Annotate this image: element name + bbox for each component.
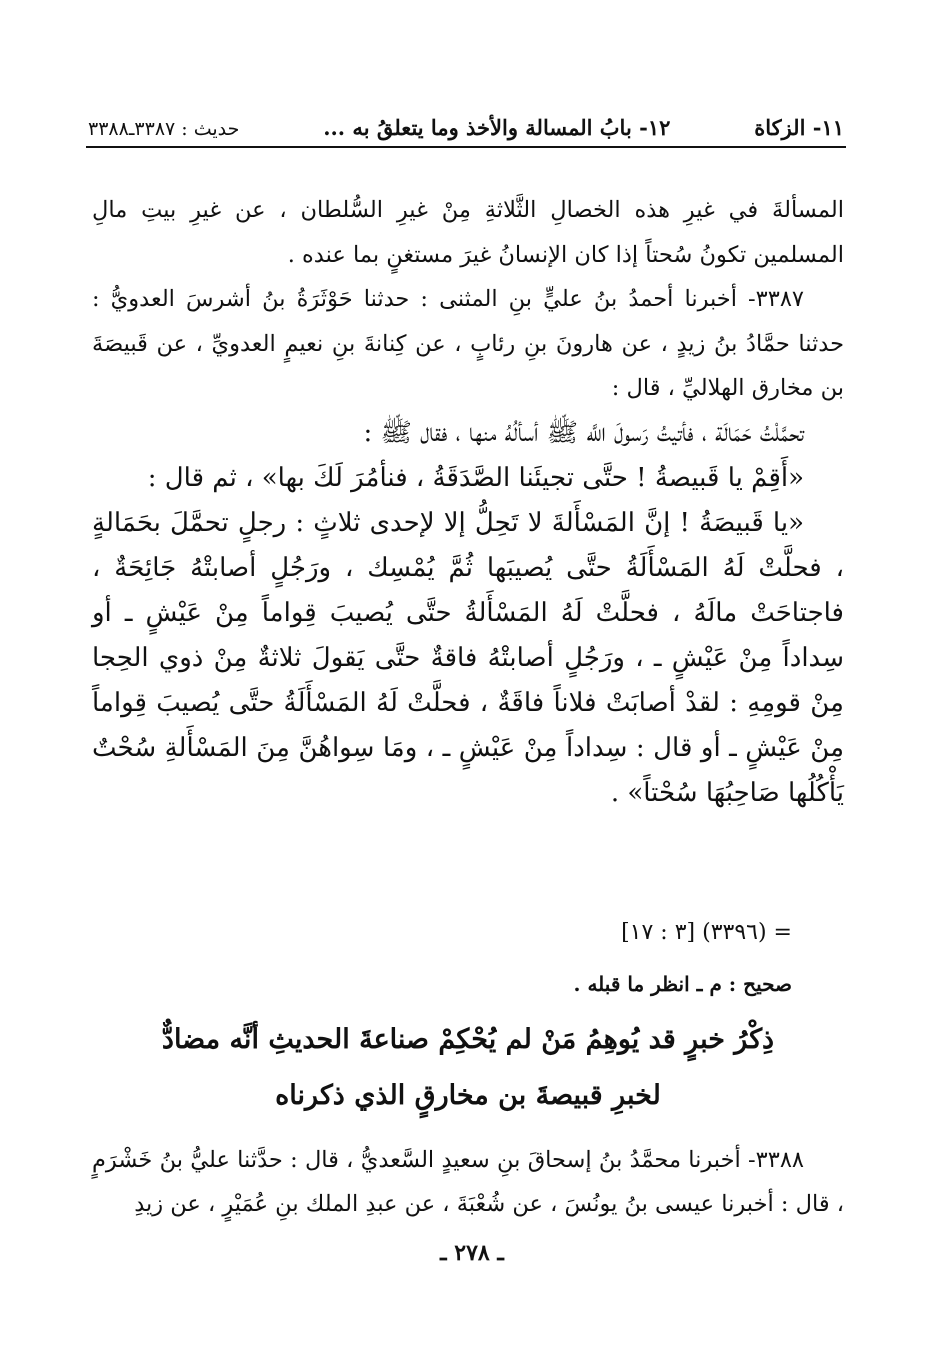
paragraph-hadith-3387: ٣٣٨٧- أخبرنا أحمدُ بنُ عليٍّ بنِ المثنى : حدثنا حَوْثَرَةُ بنُ أشرسَ العدويُّ : حدثنا حمَّادُ بنُ زيدٍ ، عن هارونَ بنِ رئابٍ ، عن كِنانةَ بنِ نعيمٍ العدويِّ ، عن قَبيصَةَ بن مخارق الهلاليِّ ، قال : (92, 286, 844, 401)
main-text (92, 188, 844, 816)
chapter-heading (92, 1012, 844, 1124)
header-chapter-title: ١٢- بابُ المسالة والأخذ وما يتعلقُ به ... (323, 115, 671, 140)
chapter-heading-line: لخبرِ قبيصةَ بن مخارقٍ الذي ذكرناه (275, 1080, 661, 1111)
paragraph-intro: المسألةَ في غيرِ هذه الخصالِ الثَّلاثةِ مِنْ غيرِ السُّلطان ، عن غيرِ بيتِ مالِ المسلمين تكونُ سُحتاً إذا كان الإنسانُ غيرَ مستغنٍ بما عنده . (92, 197, 844, 268)
running-header (88, 108, 844, 140)
page-number: ـ ٢٧٨ ـ (440, 1240, 504, 1266)
header-divider (86, 146, 846, 148)
header-book-section: ١١- الزكاة (754, 115, 844, 140)
quote-line: «أَقِمْ يا قَبيصةُ ! حتَّى تجيئَنا الصَّدَقَةُ ، فنأمُرَ لَكَ بها» ، ثم قال : (147, 462, 804, 493)
verdict-note: صحيح : م ـ انظر ما قبله . (573, 972, 792, 996)
reference-marker: = (٣٣٩٦) [٣ : ١٧] (621, 920, 792, 945)
paragraph-hadith-3388: ٣٣٨٨- أخبرنا محمَّدُ بنُ إسحاقَ بنِ سعيدٍ السَّعديُّ ، قال : حدَّثنا عليُّ بنُ خَشْرَمٍ ، قال : أخبرنا عيسى بنُ يونُسَ ، عن شُعْبَةَ ، عن عبدِ الملك بنِ عُمَيْرٍ ، عن زيدِ (92, 1147, 844, 1217)
chapter-heading-line: ذِكْرُ خبرٍ قد يُوهِمُ مَنْ لم يُحْكِمْ صناعةَ الحديثِ أنَّه مضادٌّ (161, 1024, 775, 1055)
secondary-text (92, 1138, 844, 1226)
header-hadith-range: حديث : ٣٣٨٧ـ٣٣٨٨ (88, 118, 240, 140)
quote-line: تحمَّلْتُ حَمَالَة ، فأتيتُ رَسولَ اللَّه ﷺ أسألُهُ منها ، فقال ﷺ : (363, 417, 804, 448)
quote-line: «يا قَبيصَةُ ! إنَّ المَسْأَلةَ لا تَحِلُّ إلا لإحدى ثلاثٍ : رجلٍ تحمَّلَ بحَمَالةٍ ، فحلَّتْ لَهُ المَسْأَلَةُ حتَّى يُصيبَها ثُمَّ يُمْسِك ، ورَجُلٍ أصابتْهُ جَائِحَةٌ ، فاجتاحَتْ مالَهُ ، فحلَّتْ لَهُ المَسْأَلةُ حتَّى يُصيبَ قِواماً مِنْ عَيْشٍ ـ أو سِداداً مِنْ عَيْشٍ ـ ، ورَجُلٍ أصابتْهُ فاقةٌ حتَّى يَقولَ ثلاثةٌ مِنْ ذوي الحِجا مِنْ قومِهِ : لقدْ أصابَتْ فلاناً فاقَةٌ ، فحلَّتْ لَهُ المَسْأَلَةُ حتَّى يُصيبَ قِواماً مِنْ عَيْشٍ ـ أو قال : سِداداً مِنْ عَيْشٍ ـ ، ومَا سِواهُنَّ مِنَ المَسْأَلةِ سُحْتٌ يَأْكُلُها صَاحِبُهَا سُحْتاً» . (92, 507, 844, 808)
